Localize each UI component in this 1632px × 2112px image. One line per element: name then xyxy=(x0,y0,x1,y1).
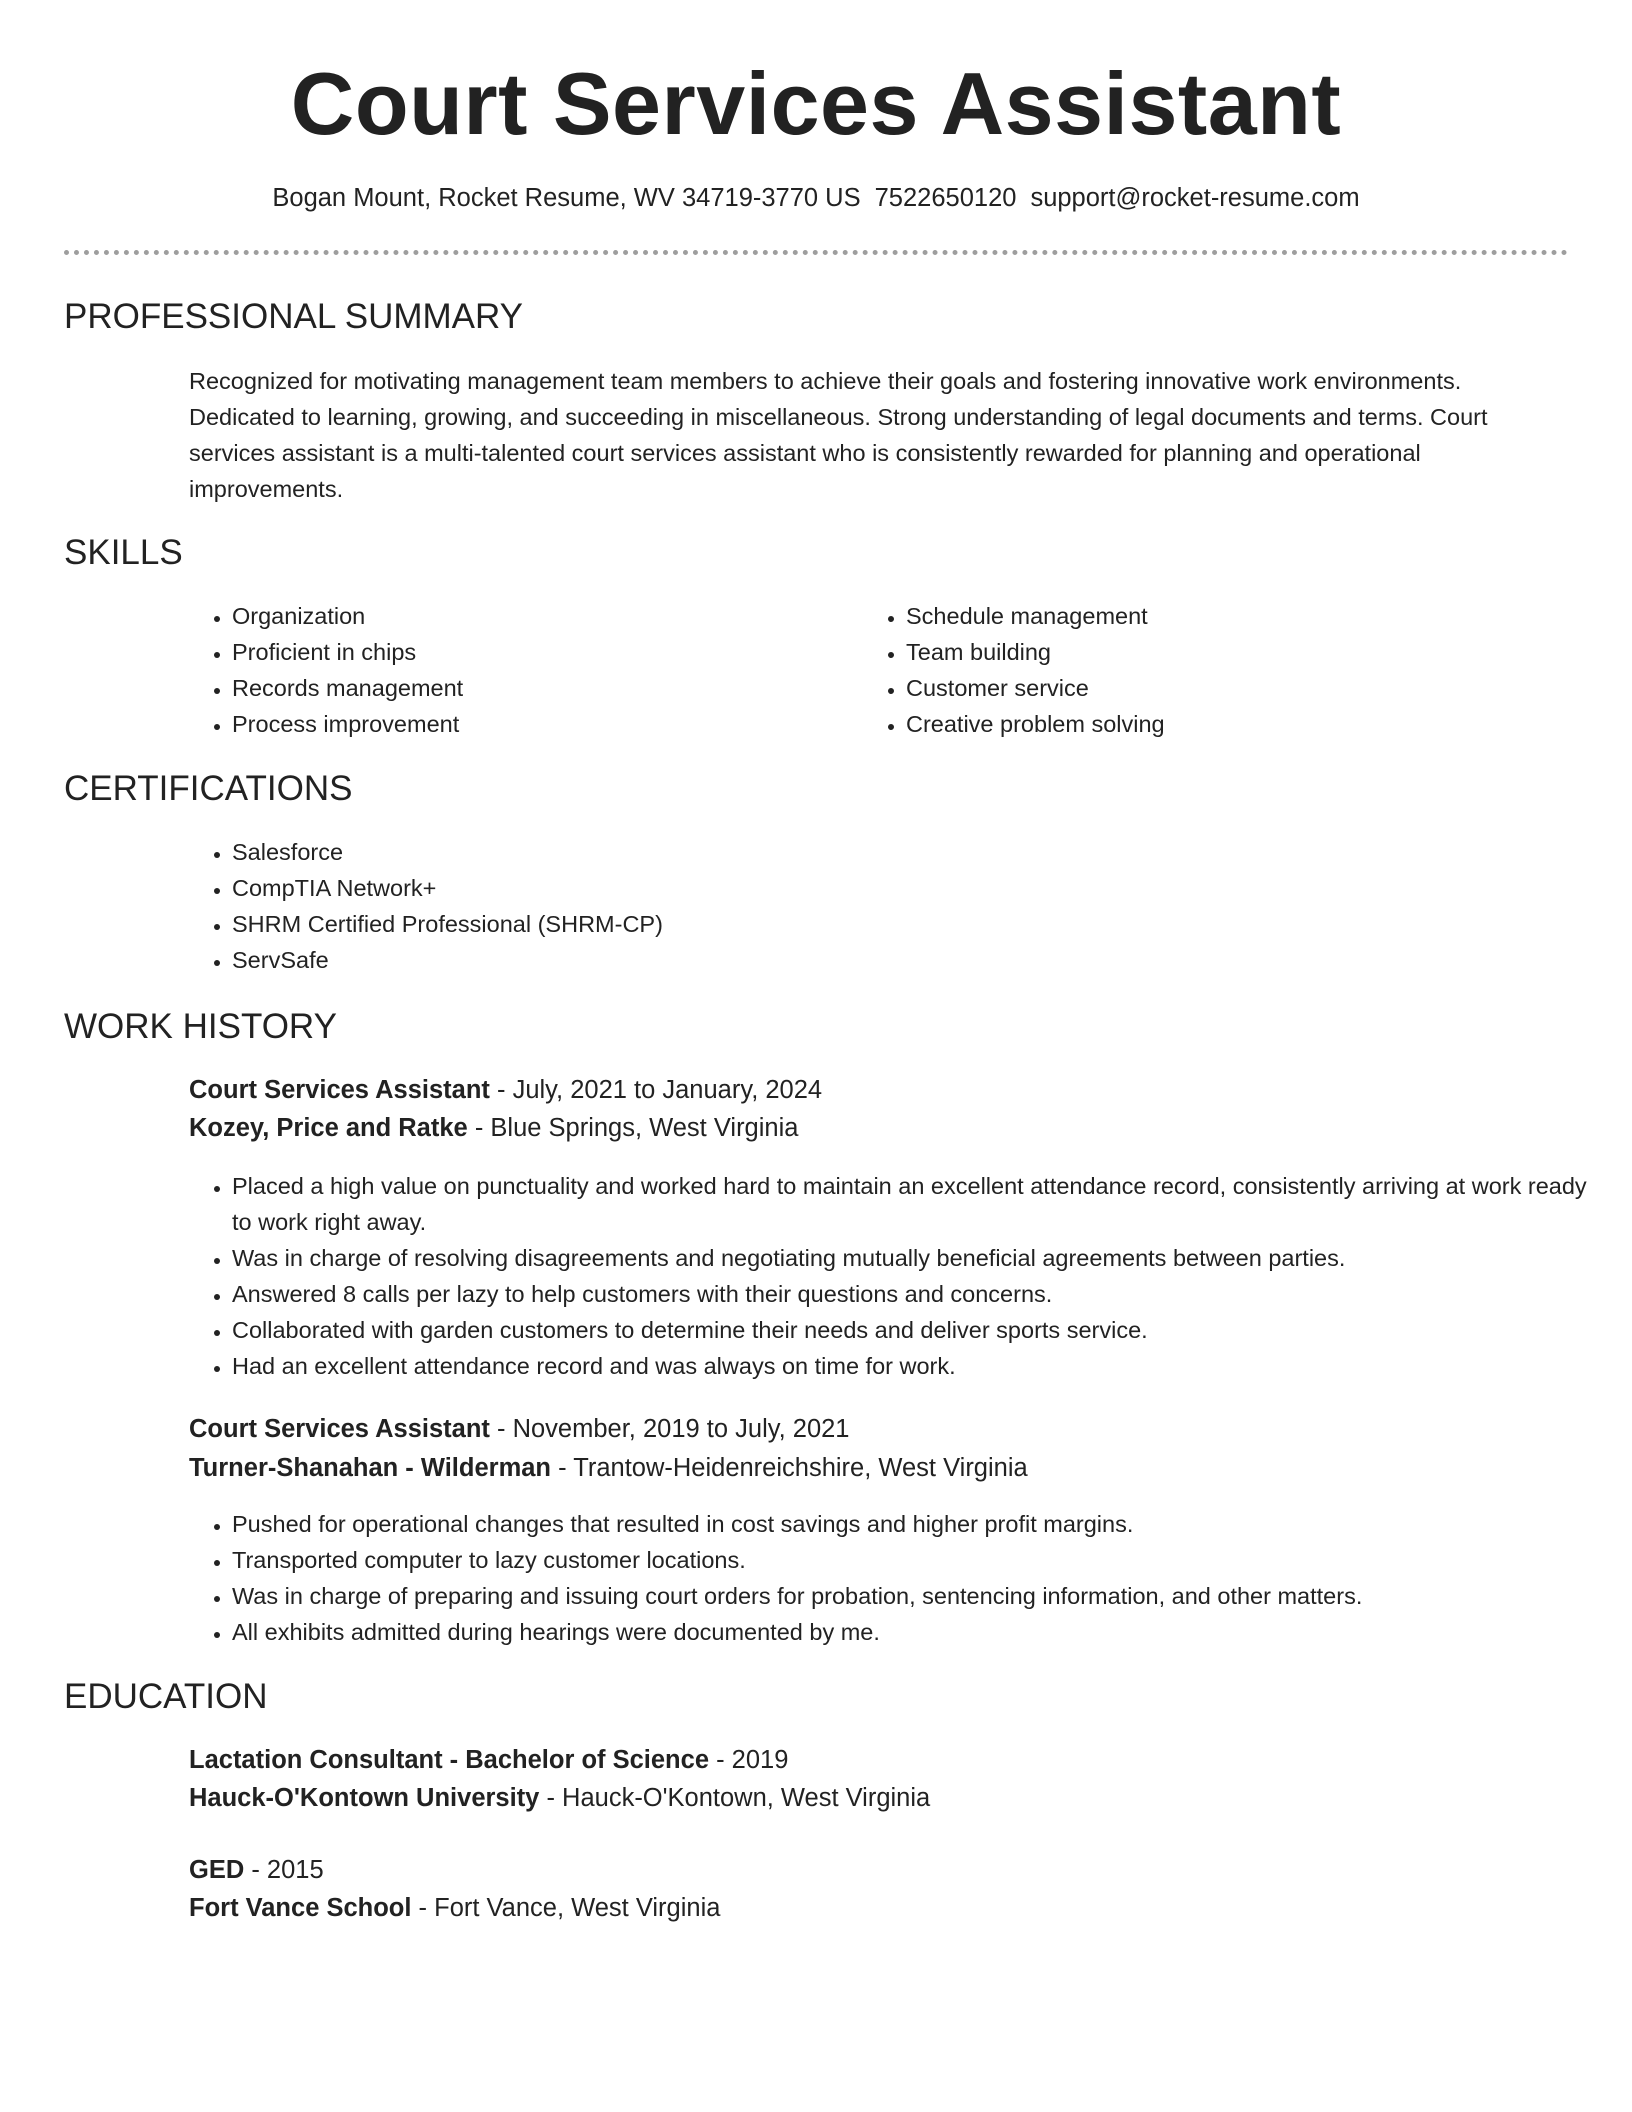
skills-list-left xyxy=(188,598,832,742)
section-heading-education: EDUCATION xyxy=(64,1677,268,1716)
job-bullet: • Was in charge of preparing and issuing court orders for probation, sentencing information, and other matters. xyxy=(232,1578,1612,1614)
job-title-line xyxy=(189,1410,850,1448)
job-bullet: • Was in charge of resolving disagreements and negotiating mutually beneficial agreements between parties. xyxy=(232,1240,1612,1276)
contact-phone: 7522650120 xyxy=(874,184,1017,212)
contact-address: Bogan Mount, Rocket Resume, WV 34719-3770 US xyxy=(272,184,861,212)
job-dates: - November, 2019 to July, 2021 xyxy=(489,1415,850,1443)
section-heading-work-history: WORK HISTORY xyxy=(64,1007,337,1046)
skill-item: • Schedule management xyxy=(906,598,1506,634)
certifications-list xyxy=(188,834,1232,978)
job-dates: - July, 2021 to January, 2024 xyxy=(489,1076,823,1104)
summary-text: Recognized for motivating management team members to achieve their goals and fostering innovative work environments. Dedicated to learning, growing, and succeeding in miscellaneous. Strong understanding of legal documents and terms. Court services assistant is a multi-talented court services assistant who is consistently rewarded for planning and operational improvements. xyxy=(189,368,1488,502)
job-bullet: • Pushed for operational changes that resulted in cost savings and higher profit margins. xyxy=(232,1506,1612,1542)
skill-item: • Creative problem solving xyxy=(906,706,1506,742)
contact-line xyxy=(0,180,1632,216)
education-degree: GED xyxy=(189,1856,245,1884)
skill-item: • Customer service xyxy=(906,670,1506,706)
job-bullet: • Answered 8 calls per lazy to help customers with their questions and concerns. xyxy=(232,1276,1612,1312)
job-company: Turner-Shanahan - Wilderman xyxy=(189,1454,552,1482)
job-bullets xyxy=(188,1506,1612,1650)
section-heading-certifications: CERTIFICATIONS xyxy=(64,769,353,808)
skill-item: • Organization xyxy=(232,598,832,634)
section-heading-skills: SKILLS xyxy=(64,533,183,572)
education-degree: Lactation Consultant - Bachelor of Science xyxy=(189,1746,709,1774)
job-location: - Blue Springs, West Virginia xyxy=(467,1114,799,1142)
certification-item: • ServSafe xyxy=(232,942,1232,978)
education-year: - 2015 xyxy=(244,1856,324,1884)
section-heading-summary: PROFESSIONAL SUMMARY xyxy=(64,297,523,336)
job-company-line xyxy=(189,1109,798,1147)
header-divider xyxy=(64,250,1568,255)
job-bullet: • All exhibits admitted during hearings were documented by me. xyxy=(232,1614,1612,1650)
job-title: Court Services Assistant xyxy=(189,1076,490,1104)
skill-item: • Proficient in chips xyxy=(232,634,832,670)
education-degree-line xyxy=(189,1741,788,1779)
education-location: - Fort Vance, West Virginia xyxy=(411,1894,721,1922)
education-location: - Hauck-O'Kontown, West Virginia xyxy=(539,1784,931,1812)
job-title: Court Services Assistant xyxy=(189,1415,490,1443)
education-school-line xyxy=(189,1779,930,1817)
skill-item: • Process improvement xyxy=(232,706,832,742)
certification-item: • Salesforce xyxy=(232,834,1232,870)
job-bullet: • Transported computer to lazy customer locations. xyxy=(232,1542,1612,1578)
job-location: - Trantow-Heidenreichshire, West Virginia xyxy=(551,1454,1028,1482)
skills-list-right xyxy=(862,598,1506,742)
job-bullets xyxy=(188,1168,1612,1384)
job-bullet: • Had an excellent attendance record and was always on time for work. xyxy=(232,1348,1612,1384)
candidate-name: Court Services Assistant xyxy=(290,54,1342,153)
education-school: Fort Vance School xyxy=(189,1894,412,1922)
education-year: - 2019 xyxy=(709,1746,789,1774)
education-school-line xyxy=(189,1889,720,1927)
certification-item: • CompTIA Network+ xyxy=(232,870,1232,906)
education-degree-line xyxy=(189,1851,324,1889)
certification-item: • SHRM Certified Professional (SHRM-CP) xyxy=(232,906,1232,942)
job-title-line xyxy=(189,1071,822,1109)
education-school: Hauck-O'Kontown University xyxy=(189,1784,540,1812)
skill-item: • Records management xyxy=(232,670,832,706)
job-company: Kozey, Price and Ratke xyxy=(189,1114,468,1142)
contact-email: support@rocket-resume.com xyxy=(1030,184,1360,212)
job-bullet: • Placed a high value on punctuality and worked hard to maintain an excellent attendance record, consistently arriving at work ready to work right away. xyxy=(232,1168,1612,1240)
job-bullet: • Collaborated with garden customers to determine their needs and deliver sports service. xyxy=(232,1312,1612,1348)
job-company-line xyxy=(189,1449,1028,1487)
skill-item: • Team building xyxy=(906,634,1506,670)
